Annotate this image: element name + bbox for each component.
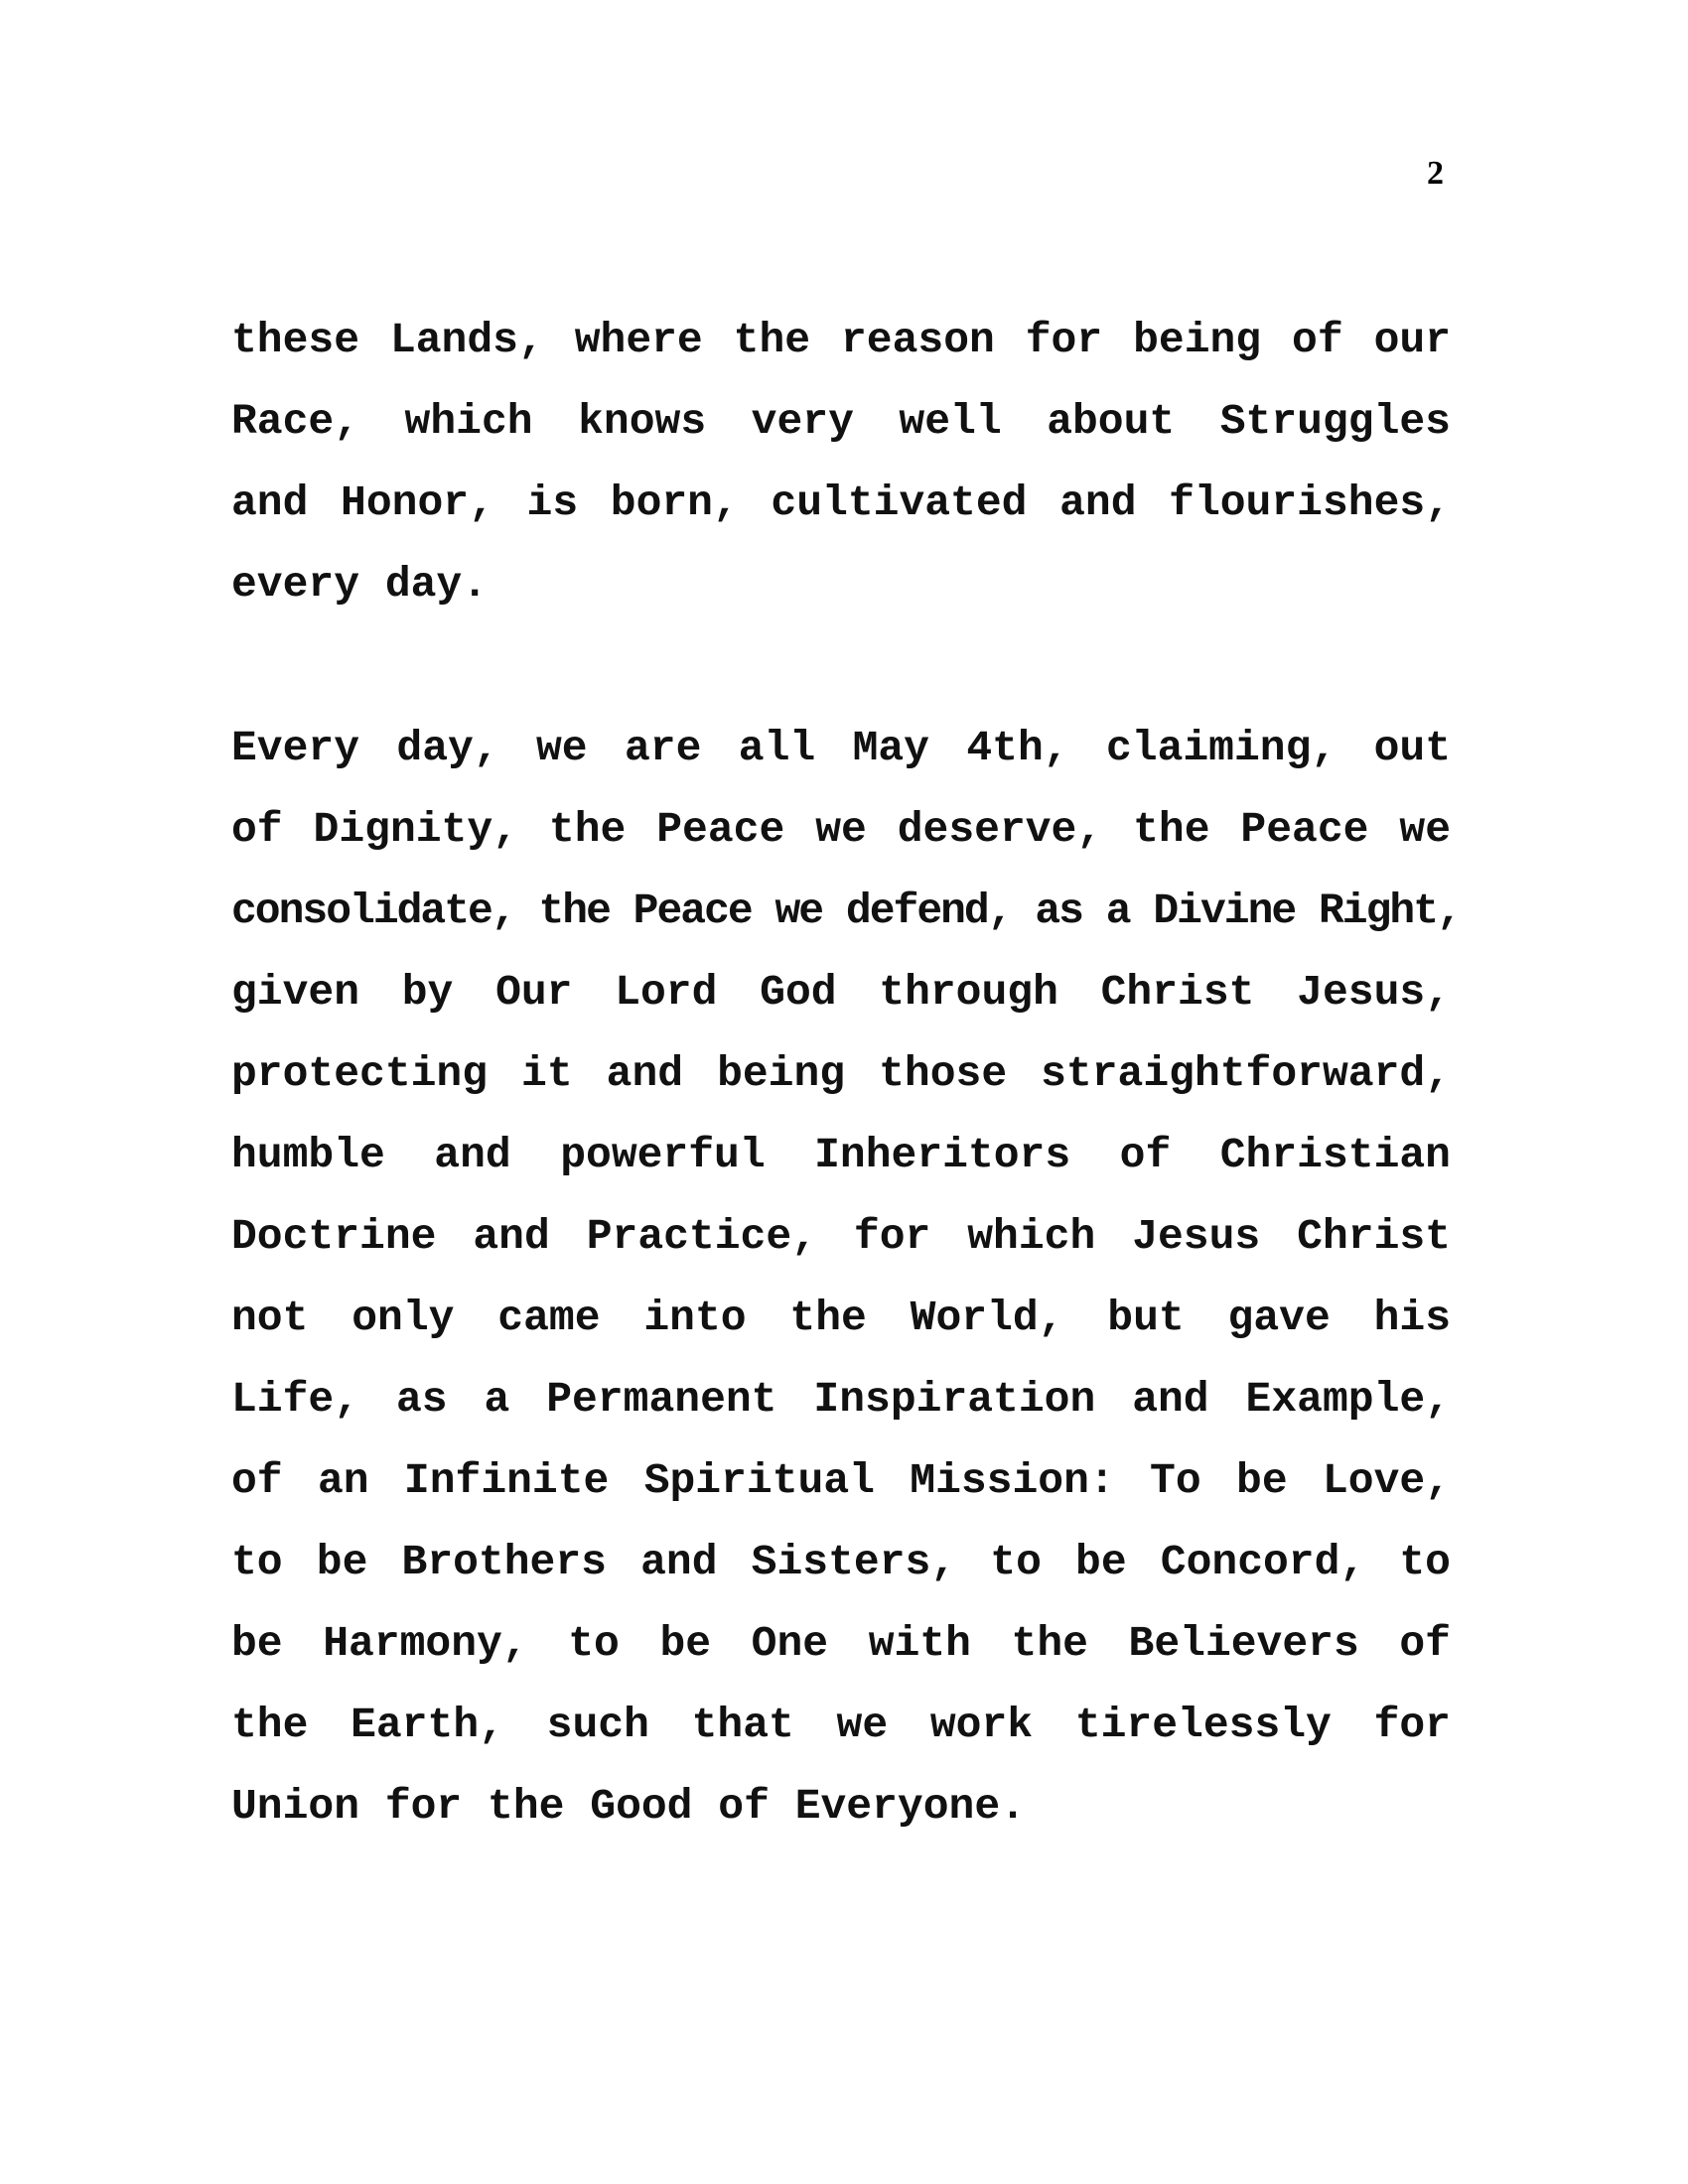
text-line: of Dignity, the Peace we deserve, the Peace we <box>231 805 1451 854</box>
paragraph-1 <box>231 300 1451 625</box>
text-line: Life, as a Permanent Inspiration and Example, <box>231 1375 1451 1424</box>
text-line: Race, which knows very well about Struggles <box>231 397 1451 446</box>
text-line: protecting it and being those straightforward, <box>231 1049 1451 1098</box>
text-line: these Lands, where the reason for being of our <box>231 316 1451 364</box>
text-line: consolidate, the Peace we defend, as a Divine Right, <box>231 887 1461 935</box>
text-line: Doctrine and Practice, for which Jesus Christ <box>231 1212 1451 1261</box>
text-line: Every day, we are all May 4th, claiming, out <box>231 724 1451 772</box>
text-line: given by Our Lord God through Christ Jesus, <box>231 968 1451 1017</box>
paragraph-2 <box>231 708 1461 1847</box>
text-line: humble and powerful Inheritors of Christian <box>231 1131 1451 1179</box>
text-line: not only came into the World, but gave his <box>231 1294 1451 1342</box>
text-line: Union for the Good of Everyone. <box>231 1782 1026 1831</box>
text-line: be Harmony, to be One with the Believers of <box>231 1619 1451 1668</box>
text-line: to be Brothers and Sisters, to be Concord, to <box>231 1538 1451 1586</box>
text-line: every day. <box>231 560 489 609</box>
text-line: the Earth, such that we work tirelessly for <box>231 1701 1451 1749</box>
text-line: and Honor, is born, cultivated and flourishes, <box>231 478 1451 527</box>
text-line: of an Infinite Spiritual Mission: To be Love, <box>231 1456 1451 1505</box>
page-number: 2 <box>1427 155 1444 192</box>
